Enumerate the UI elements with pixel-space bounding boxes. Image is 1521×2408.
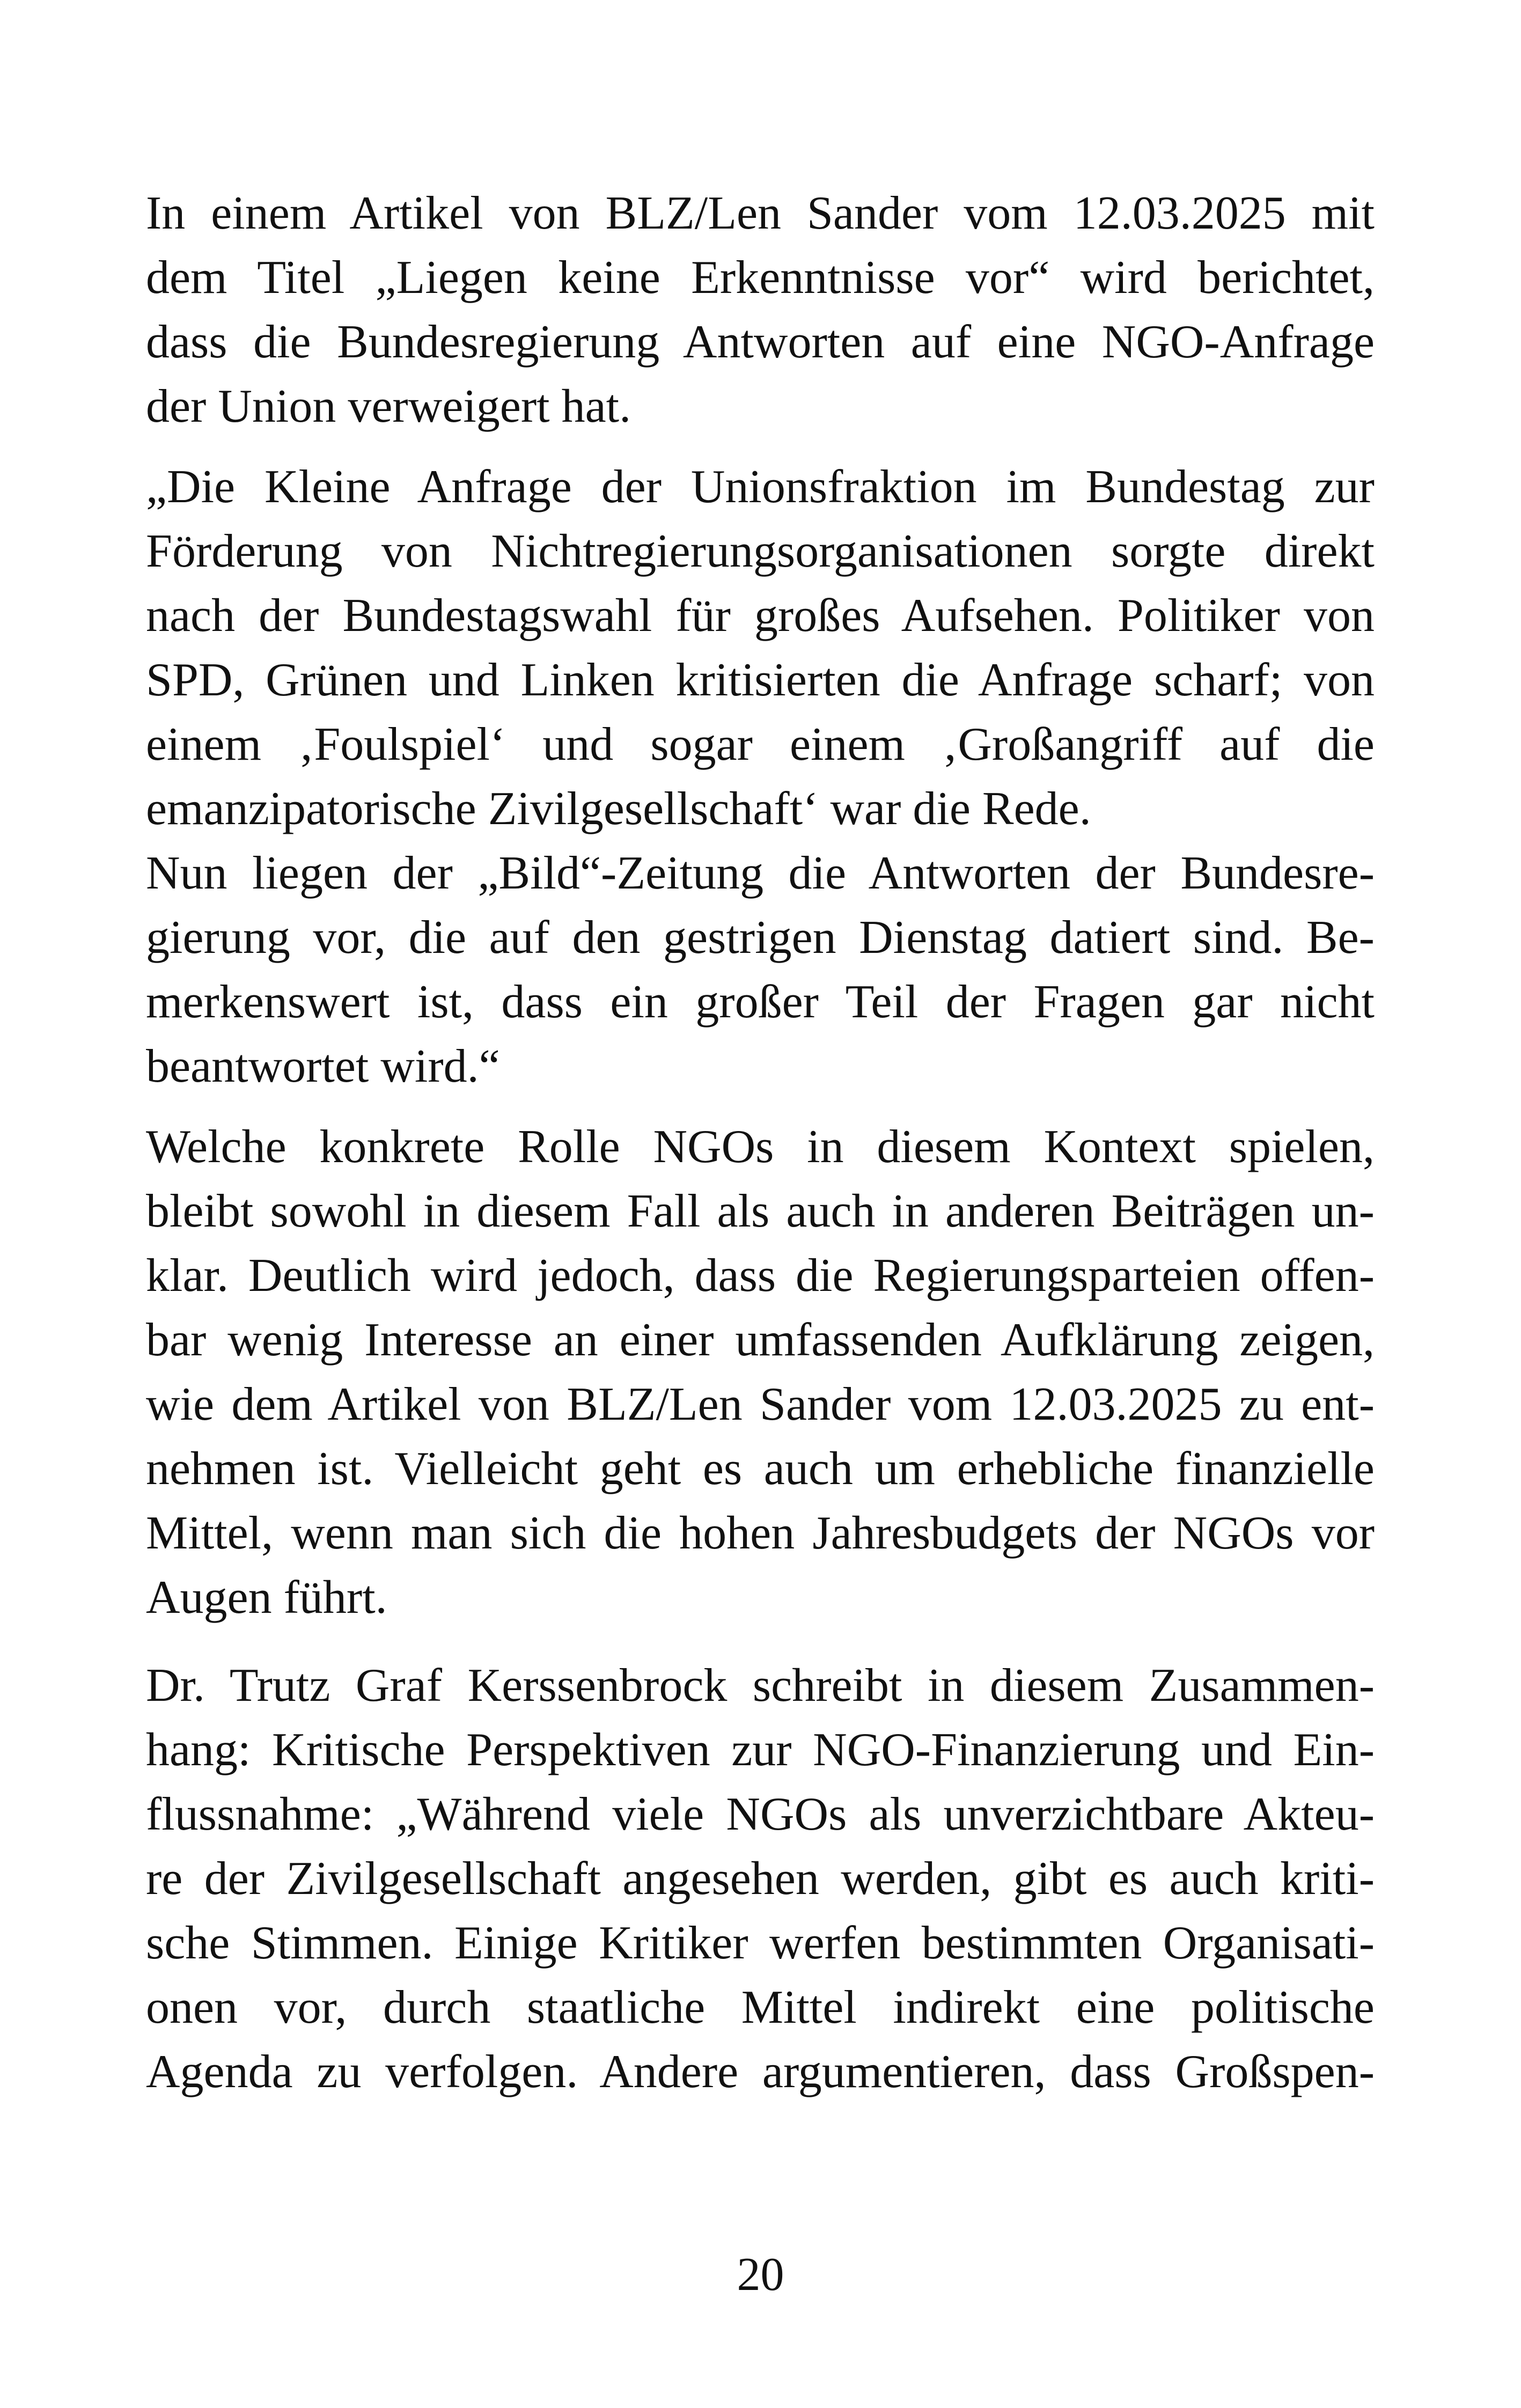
text-line: der Union verweigert hat. xyxy=(146,380,631,432)
paragraph-spacer xyxy=(146,439,1375,455)
text-line: sche Stimmen. Einige Kritiker werfen bestimmten Organisati- xyxy=(146,1917,1375,1969)
text-line: klar. Deutlich wird jedoch, dass die Regierungsparteien offen- xyxy=(146,1250,1375,1302)
text-line: nehmen ist. Vielleicht geht es auch um erhebliche finanzielle xyxy=(146,1443,1375,1495)
text-line: re der Zivilgesellschaft angesehen werden, gibt es auch kriti- xyxy=(146,1853,1375,1905)
paragraph-3 xyxy=(146,841,1375,1099)
paragraph-spacer xyxy=(146,1099,1375,1115)
paragraph-spacer xyxy=(146,1630,1375,1654)
text-line: flussnahme: „Während viele NGOs als unverzichtbare Akteu- xyxy=(146,1788,1375,1840)
body-text xyxy=(146,181,1375,2104)
text-line: „Die Kleine Anfrage der Unionsfraktion im Bundestag zur xyxy=(146,461,1375,513)
text-line: einem ‚Foulspiel‘ und sogar einem ‚Großangriff auf die xyxy=(146,718,1375,770)
paragraph-2 xyxy=(146,455,1375,841)
text-line: nach der Bundestagswahl für großes Aufsehen. Politiker von xyxy=(146,590,1375,642)
text-line: beantwortet wird.“ xyxy=(146,1040,500,1092)
text-line: SPD, Grünen und Linken kritisierten die Anfrage scharf; von xyxy=(146,654,1375,706)
text-line: hang: Kritische Perspektiven zur NGO-Finanzierung und Ein- xyxy=(146,1724,1375,1776)
text-line: Augen führt. xyxy=(146,1572,387,1624)
text-line: Agenda zu verfolgen. Andere argumentieren, dass Großspen- xyxy=(146,2046,1375,2098)
text-line: bleibt sowohl in diesem Fall als auch in anderen Beiträgen un- xyxy=(146,1185,1375,1237)
text-line: gierung vor, die auf den gestrigen Dienstag datiert sind. Be- xyxy=(146,912,1375,964)
text-line: dass die Bundesregierung Antworten auf eine NGO-Anfrage xyxy=(146,316,1375,368)
text-line: onen vor, durch staatliche Mittel indirekt eine politische xyxy=(146,1981,1375,2033)
text-line: Mittel, wenn man sich die hohen Jahresbudgets der NGOs vor xyxy=(146,1507,1375,1559)
text-line: In einem Artikel von BLZ/Len Sander vom 12.03.2025 mit xyxy=(146,187,1375,239)
text-line: Dr. Trutz Graf Kerssenbrock schreibt in diesem Zusammen- xyxy=(146,1660,1375,1712)
paragraph-1 xyxy=(146,181,1375,439)
text-line: Förderung von Nichtregierungsorganisationen sorgte direkt xyxy=(146,525,1375,577)
text-line: bar wenig Interesse an einer umfassenden Aufklärung zeigen, xyxy=(146,1314,1375,1366)
text-line: Welche konkrete Rolle NGOs in diesem Kontext spielen, xyxy=(146,1121,1375,1173)
text-line: emanzipatorische Zivilgesellschaft‘ war die Rede. xyxy=(146,783,1091,835)
text-line: Nun liegen der „Bild“-Zeitung die Antworten der Bundesre- xyxy=(146,847,1375,899)
paragraph-4 xyxy=(146,1115,1375,1630)
text-line: wie dem Artikel von BLZ/Len Sander vom 12.03.2025 zu ent- xyxy=(146,1378,1375,1430)
text-line: merkenswert ist, dass ein großer Teil der Fragen gar nicht xyxy=(146,976,1375,1028)
paragraph-5 xyxy=(146,1654,1375,2104)
text-line: dem Titel „Liegen keine Erkenntnisse vor“ wird berichtet, xyxy=(146,252,1375,304)
page-number: 20 xyxy=(737,2249,784,2301)
